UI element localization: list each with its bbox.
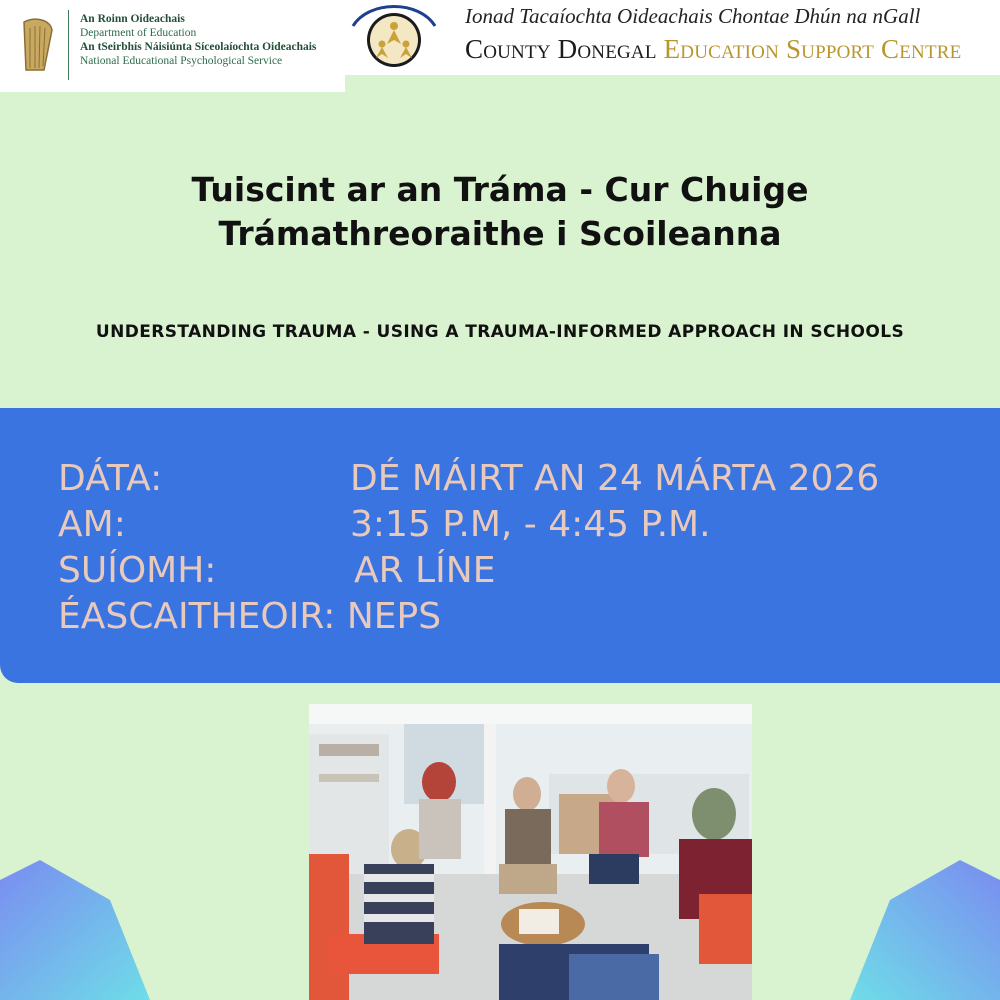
corner-shape-left [0, 860, 150, 1000]
detail-facilitator-label: ÉASCAITHEOIR: [58, 596, 336, 637]
centre-english-name [465, 34, 961, 65]
detail-location [58, 548, 495, 594]
group-discussion-photo [309, 704, 752, 1000]
centre-irish-name: Ionad Tacaíochta Oideachais Chontae Dhún na nGall [465, 4, 921, 28]
education-centre-logo [345, 0, 1000, 75]
title-line2: Trámathreoraithe i Scoileanna [218, 214, 782, 253]
detail-facilitator [58, 594, 441, 640]
event-subtitle: UNDERSTANDING TRAUMA - USING A TRAUMA-INFORMED APPROACH IN SCHOOLS [95, 322, 905, 342]
detail-date-label: DÁTA: [58, 458, 163, 499]
centre-english-part1: County Donegal [465, 34, 657, 64]
detail-time-label: AM: [58, 504, 126, 545]
department-text [80, 12, 316, 68]
detail-location-value: AR LÍNE [354, 550, 496, 591]
department-logo [0, 0, 345, 92]
dept-english: Department of Education [80, 27, 197, 39]
logo-divider [68, 10, 69, 80]
dept-irish: An Roinn Oideachais [80, 13, 185, 25]
detail-date [58, 456, 879, 502]
neps-english: National Educational Psychological Service [80, 55, 283, 67]
centre-english-part2: Education Support Centre [663, 34, 962, 64]
harp-icon [16, 16, 56, 74]
detail-location-label: SUÍOMH: [58, 550, 217, 591]
education-centre-icon [349, 2, 439, 72]
detail-time [58, 502, 711, 548]
detail-facilitator-value: NEPS [346, 596, 442, 637]
event-title [0, 168, 1000, 256]
group-photo-image [309, 704, 752, 1000]
neps-irish: An tSeirbhís Náisiúnta Síceolaíochta Oideachais [80, 41, 317, 53]
corner-shape-right [850, 860, 1000, 1000]
detail-date-value: DÉ MÁIRT AN 24 MÁRTA 2026 [350, 458, 880, 499]
title-line1: Tuiscint ar an Tráma - Cur Chuige [191, 170, 809, 209]
detail-time-value: 3:15 P.M, - 4:45 P.M. [350, 504, 711, 545]
